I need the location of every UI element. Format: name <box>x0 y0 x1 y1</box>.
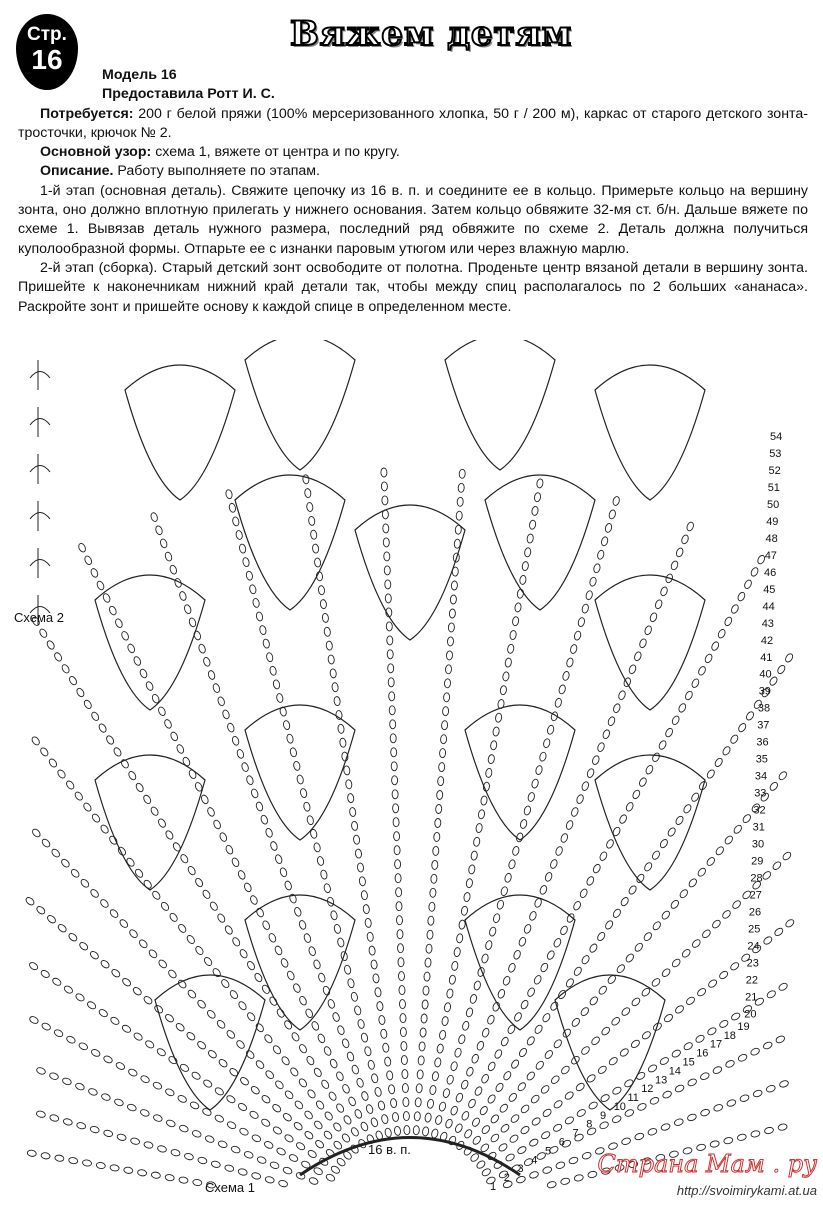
pattern-paragraph <box>18 143 808 162</box>
row-number: 16 <box>696 1047 709 1060</box>
row-number: 24 <box>747 940 760 953</box>
pattern-text: схема 1, вяжете от центра и по кругу. <box>155 144 400 161</box>
row-number: 6 <box>558 1136 565 1149</box>
row-number: 26 <box>748 906 762 919</box>
row-number: 44 <box>762 600 775 613</box>
materials-text: 200 г белой пряжи (100% мерсеризованного хлопка, 50 г / 200 м), каркас от старого детского зонта-тросточки, крючок № 2. <box>18 105 808 141</box>
row-number: 4 <box>531 1154 538 1167</box>
row-number: 48 <box>765 532 778 545</box>
stage2-paragraph: 2-й этап (сборка). Старый детский зонт освободите от полотна. Проденьте центр вязаной детали в вершину зонта. Пришейте к наконечникам нижний край детали так, чтобы между спиц располагалось по 2 больших «ананаса». Раскройте зонт и пришейте основу к каждой спице в определенном месте. <box>18 259 808 315</box>
schema2-label: Схема 2 <box>14 610 64 625</box>
article-text <box>18 66 808 317</box>
watermark-url: http://svoimirykami.at.ua <box>676 1183 817 1198</box>
row-number: 28 <box>750 872 763 885</box>
description-paragraph <box>18 162 808 181</box>
row-number: 31 <box>752 821 765 834</box>
row-number: 41 <box>760 651 773 664</box>
row-number: 37 <box>757 719 770 732</box>
row-number: 3 <box>517 1163 524 1176</box>
schema1-label: Схема 1 <box>205 1180 255 1195</box>
row-number: 18 <box>723 1029 736 1042</box>
row-number: 20 <box>744 1008 757 1021</box>
row-number: 23 <box>746 957 759 970</box>
row-number: 5 <box>545 1145 552 1158</box>
row-number: 43 <box>761 617 774 630</box>
row-number: 9 <box>600 1109 607 1122</box>
pattern-label: Основной узор: <box>40 144 152 161</box>
row-number: 49 <box>766 515 779 528</box>
row-number: 25 <box>748 923 761 936</box>
row-number: 21 <box>745 991 758 1004</box>
row-number: 2 <box>503 1172 510 1185</box>
row-number: 38 <box>757 702 771 715</box>
description-label: Описание. <box>40 163 114 180</box>
row-number: 8 <box>586 1118 593 1131</box>
row-number: 12 <box>641 1083 654 1096</box>
row-number: 13 <box>655 1074 668 1087</box>
row-number: 14 <box>668 1065 681 1078</box>
stage1-paragraph: 1-й этап (основная деталь). Свяжите цепочку из 16 в. п. и соедините ее в кольцо. Примерьте кольцо на вершину зонта, оно должно вплотную прилегать у нижнего основания. Затем кольцо обвяжите 32-мя ст. б/н. Дальше вяжете по схеме 1. Вывязав деталь нужного размера, последний ряд обвяжите по схеме 2. Деталь должна получиться куполообразной формы. Отпарьте ее с изнанки паровым утюгом или через влажную марлю. <box>18 182 808 257</box>
description-text: Работу выполняете по этапам. <box>117 163 320 180</box>
row-number: 50 <box>767 498 780 511</box>
row-number: 39 <box>758 685 771 698</box>
author: Предоставила Ротт И. С. <box>102 86 275 103</box>
page-number: 16 <box>31 44 63 75</box>
materials-label: Потребуется: <box>40 105 134 122</box>
row-number: 35 <box>755 753 768 766</box>
model-name: Модель 16 <box>102 67 177 83</box>
row-number: 7 <box>572 1127 579 1140</box>
row-number: 10 <box>613 1100 626 1113</box>
row-number: 1 <box>490 1181 497 1193</box>
row-number: 17 <box>709 1038 723 1051</box>
row-number: 30 <box>751 838 765 851</box>
row-number: 22 <box>745 974 759 987</box>
row-number: 36 <box>756 736 769 749</box>
row-number: 33 <box>754 787 767 800</box>
row-number: 42 <box>760 634 774 647</box>
page-label: Стр. <box>27 24 67 45</box>
row-number: 53 <box>769 448 782 460</box>
center-chain-label: 16 в. п. <box>368 1142 411 1157</box>
row-number: 15 <box>682 1056 695 1069</box>
row-number: 19 <box>737 1020 750 1033</box>
row-number: 40 <box>759 668 772 681</box>
row-number: 27 <box>749 889 762 902</box>
row-number: 45 <box>763 583 776 596</box>
crochet-chart-svg <box>0 340 823 1200</box>
watermark-logo: Страна Мам . ру <box>597 1150 817 1178</box>
row-number: 32 <box>753 804 766 817</box>
row-number: 46 <box>764 566 777 579</box>
row-number: 54 <box>770 431 783 443</box>
row-number: 29 <box>751 855 764 868</box>
materials-paragraph <box>18 105 808 144</box>
row-number: 51 <box>767 481 780 494</box>
row-number: 47 <box>764 549 777 562</box>
row-number: 34 <box>754 770 768 783</box>
row-number: 52 <box>768 465 781 477</box>
row-number: 11 <box>627 1092 639 1105</box>
page-title: Вяжем детям <box>290 14 573 54</box>
crochet-diagram <box>0 340 823 1200</box>
